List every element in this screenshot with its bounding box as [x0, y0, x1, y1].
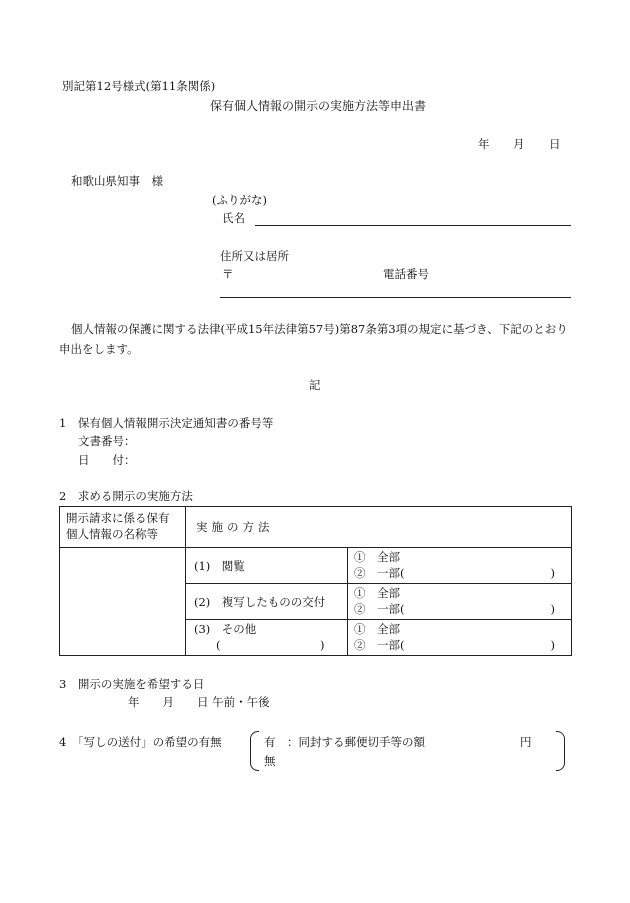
option-all[interactable]: ① 全部: [354, 621, 400, 636]
phone-label: 電話番号: [383, 267, 429, 281]
option-all[interactable]: ① 全部: [354, 549, 400, 564]
address-label: 住所又は居所: [220, 249, 289, 263]
table-row: [60, 548, 572, 584]
section-2-heading: 2 求める開示の実施方法: [59, 489, 193, 503]
method-other-paren[interactable]: ( ): [216, 637, 325, 652]
left-bracket: [250, 731, 259, 771]
section-4-heading: 4 「写しの送付」の希望の有無: [59, 735, 222, 749]
method-header: 実施の方法: [186, 507, 572, 548]
info-name-cell[interactable]: [60, 548, 186, 656]
method-copy-delivery: (2) 複写したものの交付: [186, 584, 348, 620]
ki-heading: 記: [309, 378, 321, 392]
addressee: 和歌山県知事 様: [71, 174, 163, 188]
furigana-label: (ふりがな): [212, 193, 267, 207]
name-label: 氏名: [222, 211, 245, 225]
option-partial[interactable]: ② 一部( ): [354, 637, 555, 652]
copy-no-option[interactable]: 無: [264, 754, 276, 768]
disclosure-method-table: [59, 506, 572, 656]
address-underline[interactable]: [220, 297, 571, 298]
form-id: 別記第12号様式(第11条関係): [62, 79, 216, 93]
method-viewing-options[interactable]: [348, 548, 572, 584]
date-year-label: 年: [478, 137, 490, 151]
option-all[interactable]: ① 全部: [354, 585, 400, 600]
section-1-heading: 1 保有個人情報開示決定通知書の番号等: [59, 416, 274, 430]
notice-date-label: 日 付：: [78, 453, 136, 467]
option-partial[interactable]: ② 一部( ): [354, 601, 555, 616]
name-underline[interactable]: [255, 225, 571, 226]
method-viewing: (1) 閲覧: [186, 548, 348, 584]
doc-number-label: 文書番号：: [78, 434, 136, 448]
copy-yes-option[interactable]: 有 ：同封する郵便切手等の額: [264, 735, 425, 749]
yen-label: 円: [520, 735, 532, 749]
info-name-header: 開示請求に係る保有 個人情報の名称等: [60, 507, 186, 548]
date-month-label: 月: [513, 137, 525, 151]
desired-date-text[interactable]: 年 月 日 午前・午後: [128, 695, 270, 709]
postal-mark: 〒: [222, 267, 234, 281]
body-text-line-1: 個人情報の保護に関する法律(平成15年法律第57号)第87条第3項の規定に基づき、下記のとおり: [71, 322, 568, 336]
right-bracket: [556, 731, 565, 771]
section-3-heading: 3 開示の実施を希望する日: [59, 677, 205, 691]
method-other-options[interactable]: [348, 620, 572, 656]
method-other: (3) その他 ( ): [186, 620, 348, 656]
table-header-row: [60, 507, 572, 548]
page-title: 保有個人情報の開示の実施方法等申出書: [210, 99, 427, 113]
option-partial[interactable]: ② 一部( ): [354, 565, 555, 580]
method-copy-options[interactable]: [348, 584, 572, 620]
body-text-line-2: 申出をします。: [59, 342, 139, 356]
date-day-label: 日: [549, 137, 561, 151]
